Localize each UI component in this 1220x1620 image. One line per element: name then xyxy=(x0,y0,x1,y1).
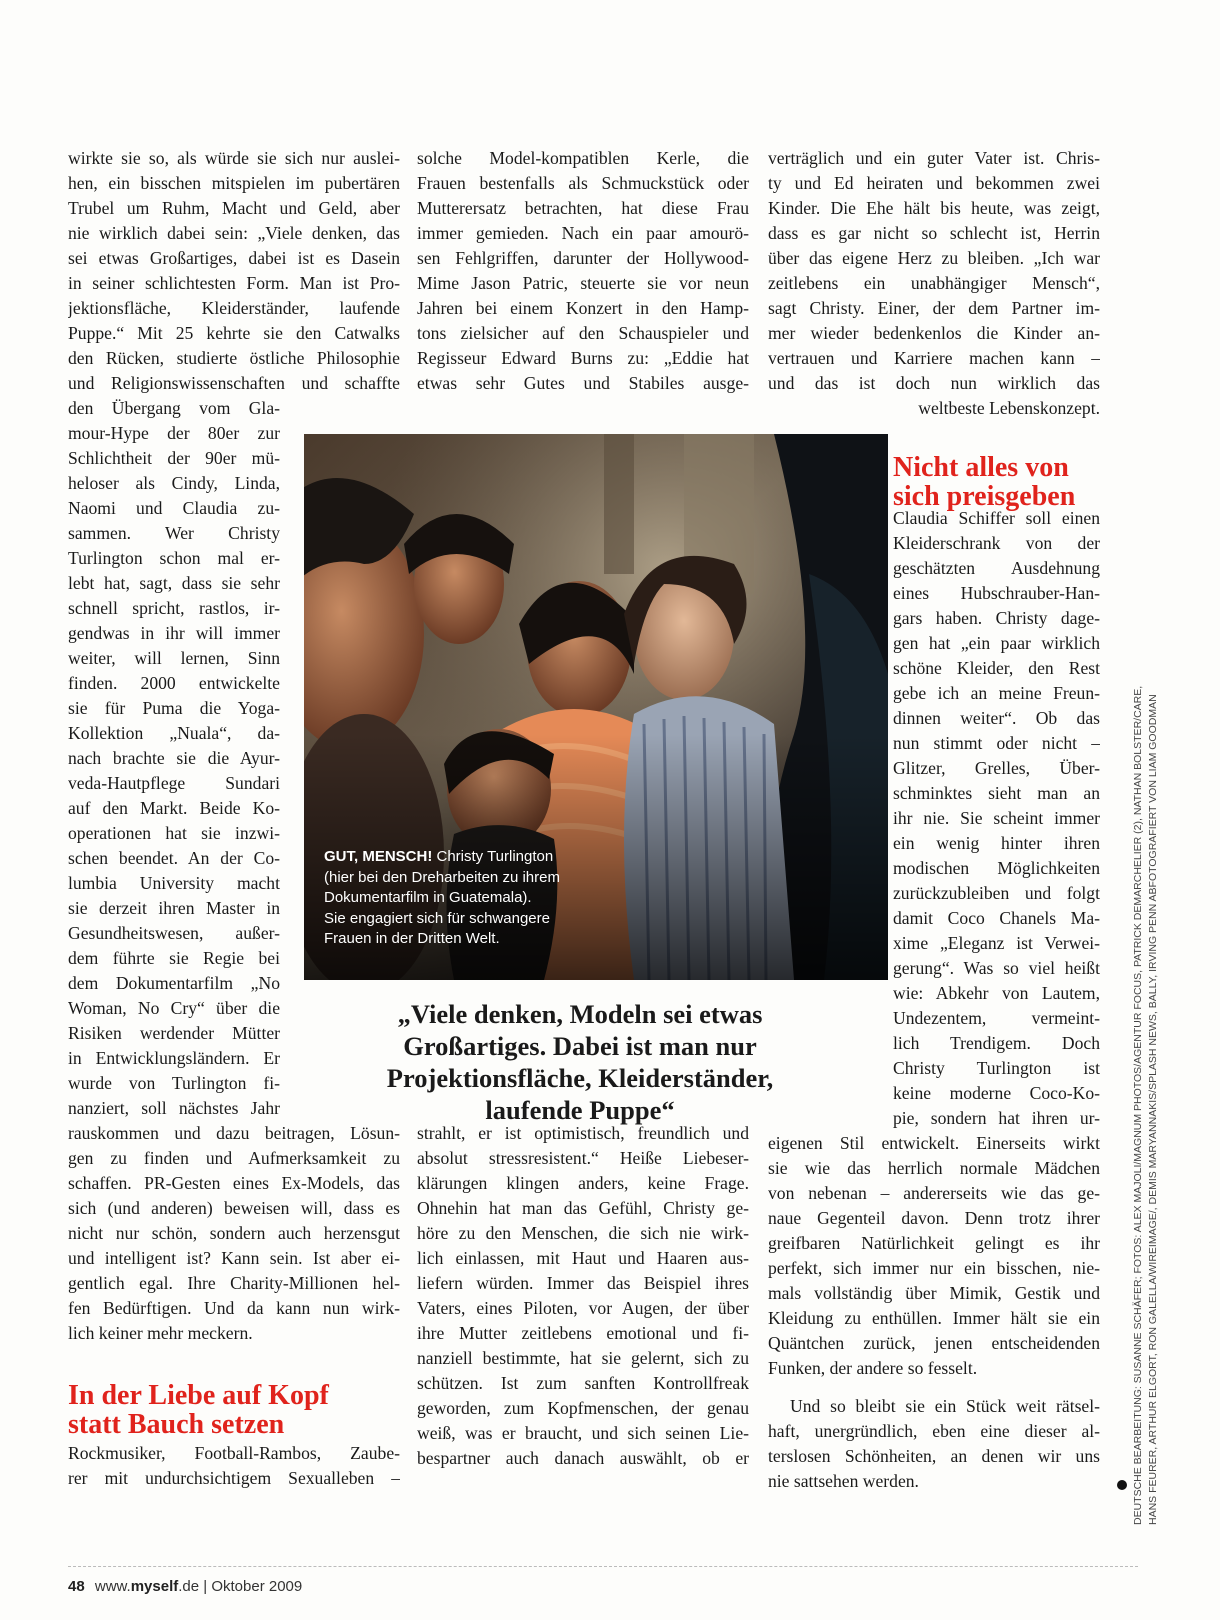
text-line: operationen hat sie inzwi- xyxy=(68,823,280,843)
text-line: sie für Puma die Yoga- xyxy=(68,698,280,718)
text-line: nicht nur schön, sondern auch herzensgut xyxy=(68,1223,400,1243)
text-line: gendwas in ihr will immer xyxy=(68,623,280,643)
end-of-article-mark xyxy=(1117,1480,1127,1490)
text-line: Ohnehin hat man das Gefühl, Christy ge- xyxy=(417,1198,749,1218)
text-line: modischen Möglichkeiten xyxy=(893,858,1100,878)
text-line: schöne Kleider, den Rest xyxy=(893,658,1100,678)
footer-url-prefix: www. xyxy=(94,1578,131,1595)
text-line: Vaters, eines Piloten, vor Augen, der über xyxy=(417,1298,749,1318)
footer-separator: | xyxy=(199,1578,212,1595)
text-line: verträglich und ein guter Vater ist. Chris- xyxy=(768,148,1100,168)
text-line: eines Hubschrauber-Han- xyxy=(893,583,1100,603)
pull-quote-line: laufende Puppe“ xyxy=(485,1095,675,1125)
text-line: Risiken werdender Mütter xyxy=(68,1023,280,1043)
text-line: Claudia Schiffer soll einen xyxy=(893,508,1100,528)
heading-line: In der Liebe auf Kopf xyxy=(68,1380,329,1411)
text-line: sich (und anderen) beweisen will, dass es xyxy=(68,1198,400,1218)
credits-line: HANS FEURER, ARTHUR ELGORT, RON GALELLA/WIREIMAGE/, DEMIS MARYANNAKIS/SPLASH NEWS, BALLY, IRVING PENN ABFOTOGRAFIERT VON LIAM GOODMAN xyxy=(1147,694,1159,1525)
text-line: Schlichtheit der 90er mü- xyxy=(68,448,280,468)
text-line: hen, ein bisschen mitspielen im pubertären xyxy=(68,173,400,193)
footer-url-brand: myself xyxy=(130,1578,179,1595)
text-line: in Entwicklungsländern. Er xyxy=(68,1048,280,1068)
photo-caption xyxy=(324,847,560,950)
text-line: gen zu finden und Aufmerksamkeit zu xyxy=(68,1148,400,1168)
caption-line xyxy=(324,847,560,868)
caption-line: (hier bei den Dreharbeiten zu ihrem xyxy=(324,868,560,886)
text-line: Kleidung zu enthüllen. Immer hält sie ein xyxy=(768,1308,1100,1328)
text-line: sen Fehlgriffen, darunter der Hollywood- xyxy=(417,248,749,268)
text-line: ihr nie. Sie scheint immer xyxy=(893,808,1100,828)
text-line: schen beendet. An der Co- xyxy=(68,848,280,868)
text-line: sei etwas Großartiges, dabei ist es Dasein xyxy=(68,248,400,268)
text-line: nie sattsehen werden. xyxy=(768,1471,919,1491)
text-line: den Übergang vom Gla- xyxy=(68,398,280,418)
text-line: mer wieder bedenkenlos die Kinder an- xyxy=(768,323,1100,343)
article-photo xyxy=(304,434,888,980)
text-line: Funken, der andere so fesselt. xyxy=(768,1358,978,1378)
text-line: gen hat „ein paar wirklich xyxy=(893,633,1100,653)
heading-line: Nicht alles von xyxy=(893,452,1069,483)
text-line: weiter, will lernen, Sinn xyxy=(68,648,280,668)
text-line: finden. 2000 entwickelte xyxy=(68,673,280,693)
caption-lead: GUT, MENSCH! xyxy=(324,848,433,865)
text-line: weltbeste Lebenskonzept. xyxy=(918,398,1100,418)
text-line: greifbaren Natürlichkeit gelingt es ihr xyxy=(768,1233,1100,1253)
text-line: terslosen Schönheiten, an denen wir uns xyxy=(768,1446,1100,1466)
text-line: mour-Hype der 80er zur xyxy=(68,423,280,443)
text-line: Mime Jason Patric, steuerte sie vor neun xyxy=(417,273,749,293)
text-line: Puppe.“ Mit 25 kehrte sie den Catwalks xyxy=(68,323,400,343)
text-line: Mutterersatz betrachten, hat diese Frau xyxy=(417,198,749,218)
text-line: eigenen Stil entwickelt. Einerseits wirkt xyxy=(768,1133,1100,1153)
text-line: in seiner schlichtesten Form. Man ist Pro- xyxy=(68,273,400,293)
text-line: strahlt, er ist optimistisch, freundlich und xyxy=(417,1123,749,1143)
text-line: nach brachte sie die Ayur- xyxy=(68,748,280,768)
text-line: höre zu den Menschen, die sich nie wirk- xyxy=(417,1223,749,1243)
text-line: liefern würden. Immer das Beispiel ihres xyxy=(417,1273,749,1293)
text-line: haft, unergründlich, eben eine dieser al- xyxy=(768,1421,1100,1441)
text-line: bespartner auch danach auswählt, ob er xyxy=(417,1448,749,1468)
text-line: ty und Ed heiraten und bekommen zwei xyxy=(768,173,1100,193)
text-line: auf den Markt. Beide Ko- xyxy=(68,798,280,818)
text-line: über das eigene Herz zu bleiben. „Ich war xyxy=(768,248,1100,268)
text-line: Trubel um Ruhm, Macht und Geld, aber xyxy=(68,198,400,218)
caption-line: Frauen in der Dritten Welt. xyxy=(324,930,500,947)
text-line: nanziell bestimmte, hat sie gelernt, sich zu xyxy=(417,1348,749,1368)
text-line: etwas sehr Gutes und Stabiles ausge- xyxy=(417,373,749,393)
heading-line: statt Bauch setzen xyxy=(68,1409,285,1440)
footer-rule xyxy=(68,1566,1138,1567)
text-line: fen Bedürftigen. Und da kann nun wirk- xyxy=(68,1298,400,1318)
text-line: Naomi und Claudia zu- xyxy=(68,498,280,518)
text-line: Und so bleibt sie ein Stück weit rätsel- xyxy=(790,1396,1100,1416)
text-line: Turlington schon mal er- xyxy=(68,548,280,568)
text-line: zurückzubleiben und folgt xyxy=(893,883,1100,903)
text-line: jektionsfläche, Kleiderständer, laufende xyxy=(68,298,400,318)
text-line: immer gemieden. Nach ein paar amourö- xyxy=(417,223,749,243)
pull-quote xyxy=(300,998,860,1126)
text-line: xime „Eleganz ist Verwei- xyxy=(893,933,1100,953)
page-footer xyxy=(68,1578,302,1595)
text-line: lich Trendigem. Doch xyxy=(893,1033,1100,1053)
text-line: Undezentem, vermeint- xyxy=(893,1008,1100,1028)
text-line: und das ist doch nun wirklich das xyxy=(768,373,1100,393)
text-line: nun stimmt oder nicht – xyxy=(893,733,1100,753)
text-line: und Religionswissenschaften und schaffte xyxy=(68,373,400,393)
section-heading xyxy=(893,453,1075,511)
text-line: sammen. Wer Christy xyxy=(68,523,280,543)
photo-credits xyxy=(1131,415,1167,1525)
text-line: lich keiner mehr meckern. xyxy=(68,1323,253,1343)
text-line: wurde von Turlington fi- xyxy=(68,1073,280,1093)
text-line: mals vollständig über Mimik, Gestik und xyxy=(768,1283,1100,1303)
text-line: Glitzer, Grelles, Über- xyxy=(893,758,1100,778)
text-line: sie derzeit ihren Master in xyxy=(68,898,280,918)
footer-url-suffix: .de xyxy=(178,1578,200,1595)
text-line: heloser als Cindy, Linda, xyxy=(68,473,280,493)
text-line: schnell spricht, rastlos, ir- xyxy=(68,598,280,618)
text-line: geschätzten Ausdehnung xyxy=(893,558,1100,578)
text-line: dinnen weiter“. Ob das xyxy=(893,708,1100,728)
text-line: Woman, No Cry“ über die xyxy=(68,998,280,1018)
caption-line: Dokumentarfilm in Guatemala). xyxy=(324,889,532,906)
text-line: Quäntchen zurück, jenen entscheidenden xyxy=(768,1333,1100,1353)
text-line: nanziert, soll nächstes Jahr xyxy=(68,1098,280,1118)
text-line: Christy Turlington ist xyxy=(893,1058,1100,1078)
text-line: perfekt, sich immer nur ein bisschen, nie- xyxy=(768,1258,1100,1278)
text-line: gerung“. Was so viel heißt xyxy=(893,958,1100,978)
text-line: ihre Mutter zeitlebens emotional und fi- xyxy=(417,1323,749,1343)
text-line: zeitlebens ein unabhängiger Mensch“, xyxy=(768,273,1100,293)
text-line: klärungen klingen anders, keine Frage. xyxy=(417,1173,749,1193)
text-line: tons zielsicher auf den Schauspieler und xyxy=(417,323,749,343)
text-line: absolut stressresistent.“ Heiße Liebeser- xyxy=(417,1148,749,1168)
text-line: dem Dokumentarfilm „No xyxy=(68,973,280,993)
text-line: naue Gegenteil davon. Denn trotz ihrer xyxy=(768,1208,1100,1228)
text-line: Kleiderschrank von der xyxy=(893,533,1100,553)
text-line: wirkte sie so, als würde sie sich nur auslei- xyxy=(68,148,400,168)
text-line: pie, sondern hat ihren ur- xyxy=(893,1108,1100,1128)
text-line: Kollektion „Nuala“, da- xyxy=(68,723,280,743)
text-line: geworden, zum Kopfmenschen, der genau xyxy=(417,1398,749,1418)
text-line: Regisseur Edward Burns zu: „Eddie hat xyxy=(417,348,749,368)
text-line: gebe ich an meine Freun- xyxy=(893,683,1100,703)
text-line: Gesundheitswesen, außer- xyxy=(68,923,280,943)
text-line: damit Coco Chanels Ma- xyxy=(893,908,1100,928)
pull-quote-line: Projektionsfläche, Kleiderständer, xyxy=(386,1063,774,1093)
text-line: und intelligent ist? Kann sein. Ist aber ei- xyxy=(68,1248,400,1268)
text-line: wie: Abkehr von Lautem, xyxy=(893,983,1100,1003)
text-line: lich einlassen, mit Haut und Haaren aus- xyxy=(417,1248,749,1268)
text-line: gars haben. Christy dage- xyxy=(893,608,1100,628)
text-line: Frauen bestenfalls als Schmuckstück oder xyxy=(417,173,749,193)
text-line: Rockmusiker, Football-Rambos, Zaube- xyxy=(68,1443,400,1463)
text-line: schminktes sieht man an xyxy=(893,783,1100,803)
caption-lead-rest: Christy Turlington xyxy=(432,848,554,865)
text-line: vertrauen und Karriere machen kann – xyxy=(768,348,1100,368)
text-line: gentlich egal. Ihre Charity-Millionen hel- xyxy=(68,1273,400,1293)
footer-issue: Oktober 2009 xyxy=(211,1578,303,1595)
page-number: 48 xyxy=(68,1578,85,1595)
text-line: nie wirklich dabei sein: „Viele denken, das xyxy=(68,223,400,243)
section-heading xyxy=(68,1381,329,1439)
pull-quote-line: „Viele denken, Modeln sei etwas xyxy=(397,999,763,1029)
text-line: von nebenan – andererseits wie das ge- xyxy=(768,1183,1100,1203)
text-line: schützen. Ist zum sanften Kontrollfreak xyxy=(417,1373,749,1393)
text-line: Kinder. Die Ehe hält bis heute, was zeigt, xyxy=(768,198,1100,218)
text-line: schaffen. PR-Gesten eines Ex-Models, das xyxy=(68,1173,400,1193)
text-line: veda-Hautpflege Sundari xyxy=(68,773,280,793)
text-line: lebt hat, sagt, dass sie sehr xyxy=(68,573,280,593)
text-line: ein wenig hinter ihren xyxy=(893,833,1100,853)
pull-quote-line: Großartiges. Dabei ist man nur xyxy=(403,1031,757,1061)
text-line: dem führte sie Regie bei xyxy=(68,948,280,968)
text-line: dass es gar nicht so schlecht ist, Herrin xyxy=(768,223,1100,243)
text-line: keine moderne Coco-Ko- xyxy=(893,1083,1100,1103)
text-line: Jahren bei einem Konzert in den Hamp- xyxy=(417,298,749,318)
text-line: rer mit undurchsichtigem Sexualleben – xyxy=(68,1468,400,1488)
text-line: lumbia University macht xyxy=(68,873,280,893)
heading-line: sich preisgeben xyxy=(893,481,1076,512)
text-line: rauskommen und dazu beitragen, Lösun- xyxy=(68,1123,400,1143)
text-line: sagt Christy. Einer, der dem Partner im- xyxy=(768,298,1100,318)
credits-line: DEUTSCHE BEARBEITUNG: SUSANNE SCHÄFER; FOTOS: ALEX MAJOLI/MAGNUM PHOTOS/AGENTUR FOCUS, PATRICK DEMARCHELIER (2), NATHAN BOLSTER/CARE, xyxy=(1132,685,1144,1525)
text-line: den Rücken, studierte östliche Philosophie xyxy=(68,348,400,368)
caption-line: Sie engagiert sich für schwangere xyxy=(324,909,550,927)
text-line: weiß, was er braucht, und sich seinen Lie- xyxy=(417,1423,749,1443)
text-line: solche Model-kompatiblen Kerle, die xyxy=(417,148,749,168)
text-line: sie wie das herrlich normale Mädchen xyxy=(768,1158,1100,1178)
